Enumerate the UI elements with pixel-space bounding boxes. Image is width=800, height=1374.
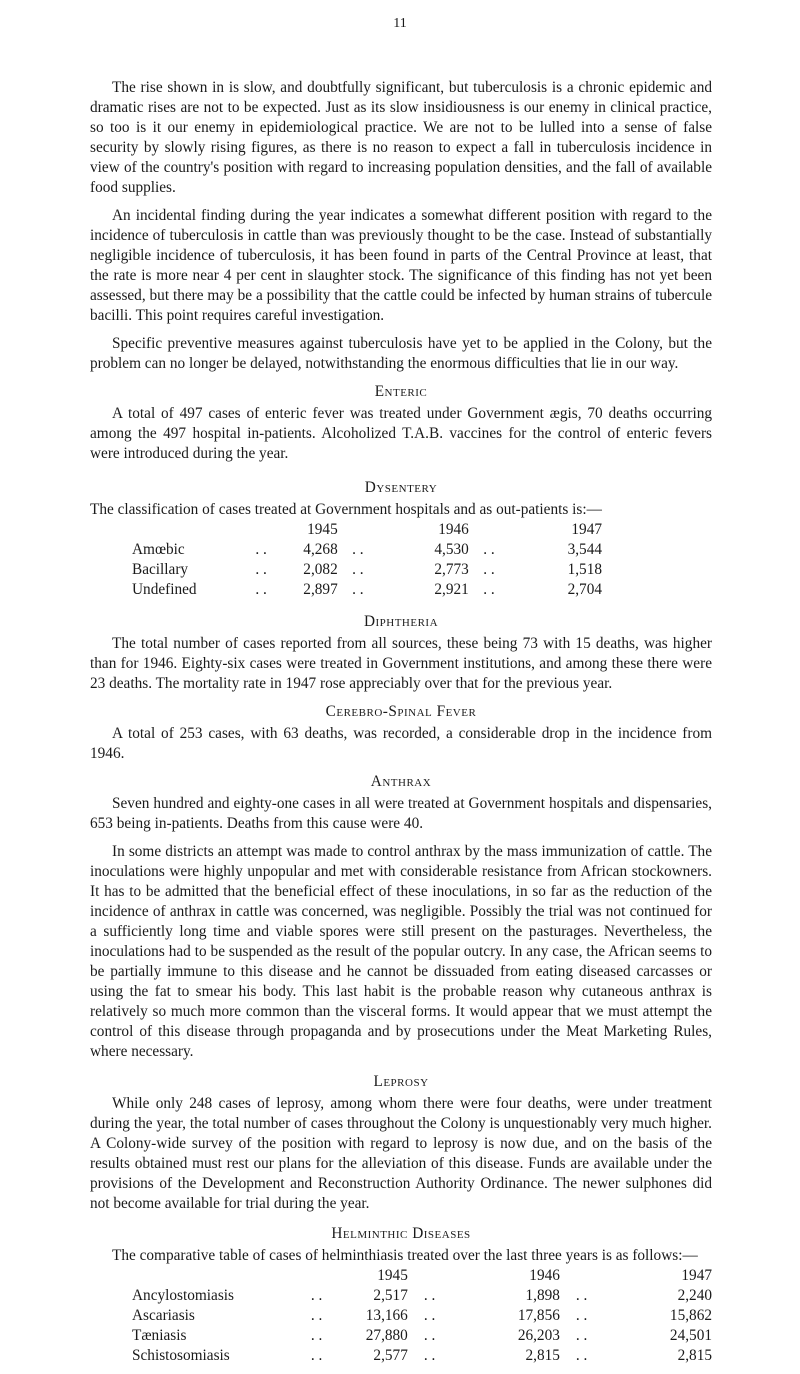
year-header: 1945 [377,1267,408,1284]
paragraph-cerebro-spinal-fever: A total of 253 cases, with 63 deaths, was recorded, a considerable drop in the incidence from 1946. [90,725,712,762]
row-label: Ascariasis [132,1307,195,1324]
row-label: Bacillary [132,561,189,578]
cell-value: 4,530 [434,541,469,558]
row-label: Amœbic [132,541,185,558]
cell-value: 2,897 [303,581,338,598]
year-header: 1945 [307,521,338,538]
heading-diphtheria: Diphtheria [363,613,439,630]
leader-dots: . . [483,541,495,558]
paragraph-tuberculosis-cattle: An incidental finding during the year indicates a somewhat different position with regard to the incidence of tuberculosis in cattle than was previously thought to be the case. Instead of substantially negligible incidence of tuberculosis, it has been found in parts of the Central Province at least, that the rate is more near 4 per cent in slaughter stock. The significance of this finding has not yet been assessed, but there may be a possibility that the cattle could be infected by human strains of tubercule bacilli. This point requires careful investigation. [90,207,712,324]
cell-value: 2,704 [567,581,602,598]
cell-value: 2,240 [677,1287,712,1304]
page-number: 11 [393,16,407,31]
heading-leprosy: Leprosy [373,1073,429,1090]
leader-dots: . . [352,541,364,558]
leader-dots: . . [255,581,267,598]
cell-value: 4,268 [303,541,338,558]
paragraph-diphtheria: The total number of cases reported from all sources, these being 73 with 15 deaths, was higher than for 1946. Eighty-six cases were treated in Government institutions, and among these there were 23 deaths. The mortality rate in 1947 rose appreciably over that for the previous year. [90,635,712,692]
row-label: Undefined [132,581,197,598]
cell-value: 26,203 [517,1327,560,1344]
leader-dots: . . [255,541,267,558]
row-label: Schistosomiasis [132,1347,230,1364]
cell-value: 1,898 [525,1287,560,1304]
cell-value: 2,815 [525,1347,560,1364]
paragraph-leprosy: While only 248 cases of leprosy, among whom there were four deaths, were under treatment during the year, the total number of cases throughout the Colony is unquestionably very much higher. A Colony-wide survey of the position with regard to leprosy is now due, and on the basis of the results obtained must rest our plans for the alleviation of this disease. Funds are available under the provisions of the Development and Reconstruction Authority Ordinance. The newer sulphones did not become available for trial during the year. [90,1095,712,1212]
leader-dots: . . [310,1307,323,1324]
cell-value: 13,166 [365,1307,408,1324]
leader-dots: . . [483,561,495,578]
heading-helminthic-diseases: Helminthic Diseases [331,1225,471,1242]
paragraph-dysentery-intro: The classification of cases treated at Government hospitals and as out-patients is:— [90,501,602,518]
dysentery-table-header [132,520,602,540]
paragraph-tuberculosis-measures: Specific preventive measures against tuberculosis have yet to be applied in the Colony, but the problem can no longer be delayed, notwithstanding the enormous difficulties that lie in our way. [90,335,712,372]
table-row [132,580,602,600]
cell-value: 2,773 [434,561,469,578]
leader-dots: . . [352,581,364,598]
year-header: 1947 [571,521,602,538]
leader-dots: . . [310,1347,323,1364]
cell-value: 2,082 [303,561,338,578]
heading-cerebro-spinal-fever: Cerebro-Spinal Fever [325,703,477,720]
leader-dots: . . [575,1347,588,1364]
heading-enteric: Enteric [374,383,428,400]
table-row [132,1326,712,1346]
table-row [132,1346,712,1366]
cell-value: 1,518 [567,561,602,578]
helminthic-table-header [132,1266,712,1286]
leader-dots: . . [575,1287,588,1304]
leader-dots: . . [255,561,267,578]
text-column [90,78,712,1374]
cell-value: 2,577 [373,1347,408,1364]
paragraph-helminthic-intro: The comparative table of cases of helminthiasis treated over the last three years is as follows:— [112,1247,698,1264]
leader-dots: . . [310,1327,323,1344]
table-row [132,560,602,580]
row-label: Tæniasis [132,1327,187,1344]
leader-dots: . . [423,1307,436,1324]
table-row [132,1286,712,1306]
leader-dots: . . [310,1287,323,1304]
dysentery-table [132,520,602,600]
paragraph-anthrax-cases: Seven hundred and eighty-one cases in all were treated at Government hospitals and dispensaries, 653 being in-patients. Deaths from this cause were 40. [90,795,712,832]
leader-dots: . . [575,1307,588,1324]
year-header: 1946 [438,521,469,538]
helminthic-table [132,1266,712,1366]
year-header: 1946 [529,1267,560,1284]
row-label: Ancylostomiasis [132,1287,234,1304]
cell-value: 2,815 [677,1347,712,1364]
leader-dots: . . [575,1327,588,1344]
paragraph-enteric: A total of 497 cases of enteric fever was treated under Government ægis, 70 deaths occurring among the 497 hospital in-patients. Alcoholized T.A.B. vaccines for the control of enteric fevers were introduced during the year. [90,405,712,462]
paragraph-tuberculosis-rise: The rise shown in is slow, and doubtfully significant, but tuberculosis is a chronic epidemic and dramatic rises are not to be expected. Just as its slow insidiousness is our enemy in clinical practice, so too is it our enemy in epidemiological practice. We are not to be lulled into a sense of false security by slowly rising figures, as there is no reason to expect a fall in tuberculosis incidence in view of the country's position with regard to increasing population densities, and the fall of available food supplies. [90,79,712,196]
heading-anthrax: Anthrax [370,773,432,790]
cell-value: 27,880 [365,1327,408,1344]
leader-dots: . . [423,1327,436,1344]
cell-value: 17,856 [517,1307,560,1324]
cell-value: 15,862 [669,1307,712,1324]
paragraph-anthrax-control: In some districts an attempt was made to control anthrax by the mass immunization of cattle. The inoculations were highly unpopular and met with considerable resistance from African stockowners. It has to be admitted that the beneficial effect of these inoculations, in so far as the reduction of the incidence of anthrax in cattle was concerned, was negligible. Possibly the trial was not continued for a sufficiently long time and viable spores were still present on the pasturages. Nevertheless, the inoculations had to be suspended as the result of the popular outcry. In any case, the African seems to be partially immune to this disease and he cannot be dissuaded from eating diseased carcasses or using the fat to smear his body. This last habit is the probable reason why cutaneous anthrax is relatively so much more common than the visceral forms. It would appear that we must attempt the control of this disease through propaganda and by prosecutions under the Meat Marketing Rules, where necessary. [90,843,712,1060]
leader-dots: . . [423,1287,436,1304]
cell-value: 24,501 [669,1327,712,1344]
cell-value: 2,517 [373,1287,408,1304]
leader-dots: . . [423,1347,436,1364]
table-row [132,1306,712,1326]
leader-dots: . . [352,561,364,578]
cell-value: 3,544 [567,541,602,558]
table-row [132,540,602,560]
cell-value: 2,921 [434,581,469,598]
leader-dots: . . [483,581,495,598]
year-header: 1947 [681,1267,712,1284]
heading-dysentery: Dysentery [364,479,438,496]
